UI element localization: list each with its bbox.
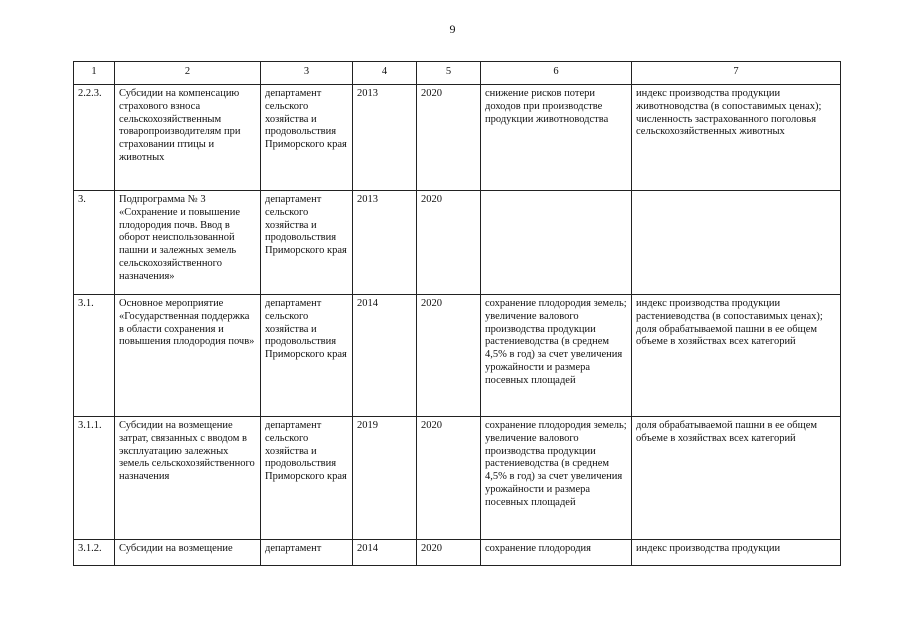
item-number: 3.1.	[74, 295, 115, 417]
item-start-year: 2013	[353, 191, 417, 295]
item-executor: департамент сельского хозяйства и продовольствия Приморского края	[261, 417, 353, 540]
program-table	[73, 61, 841, 566]
item-end-year: 2020	[417, 295, 481, 417]
item-indicator: индекс производства продукции животноводства (в сопоставимых ценах); численность застрахованного поголовья сельскохозяйственных животных	[632, 85, 841, 191]
item-indicator	[632, 191, 841, 295]
item-end-year: 2020	[417, 191, 481, 295]
item-name: Подпрограмма № 3 «Сохранение и повышение плодородия почв. Ввод в оборот неиспользованной пашни и залежных земель сельскохозяйственного назначения»	[115, 191, 261, 295]
header-row	[74, 62, 841, 85]
column-header: 6	[481, 62, 632, 85]
item-end-year: 2020	[417, 540, 481, 566]
item-executor: департамент сельского хозяйства и продовольствия Приморского края	[261, 295, 353, 417]
item-result: снижение рисков потери доходов при производстве продукции животноводства	[481, 85, 632, 191]
item-start-year: 2013	[353, 85, 417, 191]
item-indicator: индекс производства продукции	[632, 540, 841, 566]
table-row	[74, 295, 841, 417]
column-header: 3	[261, 62, 353, 85]
item-end-year: 2020	[417, 85, 481, 191]
column-header: 2	[115, 62, 261, 85]
item-start-year: 2014	[353, 295, 417, 417]
column-header: 4	[353, 62, 417, 85]
item-result: сохранение плодородия	[481, 540, 632, 566]
item-end-year: 2020	[417, 417, 481, 540]
item-indicator: индекс производства продукции растениеводства (в сопоставимых ценах); доля обрабатываемой пашни в ее общем объеме в хозяйствах всех категорий	[632, 295, 841, 417]
column-header: 7	[632, 62, 841, 85]
table-row	[74, 540, 841, 566]
column-header: 1	[74, 62, 115, 85]
item-executor: департамент сельского хозяйства и продовольствия Приморского края	[261, 85, 353, 191]
item-number: 3.1.2.	[74, 540, 115, 566]
item-number: 3.	[74, 191, 115, 295]
item-result	[481, 191, 632, 295]
item-name: Субсидии на возмещение	[115, 540, 261, 566]
item-executor: департамент сельского хозяйства и продовольствия Приморского края	[261, 191, 353, 295]
item-executor: департамент	[261, 540, 353, 566]
item-start-year: 2014	[353, 540, 417, 566]
item-number: 3.1.1.	[74, 417, 115, 540]
item-start-year: 2019	[353, 417, 417, 540]
item-name: Субсидии на возмещение затрат, связанных с вводом в эксплуатацию залежных земель сельскохозяйственного назначения	[115, 417, 261, 540]
table-row	[74, 191, 841, 295]
item-name: Основное мероприятие «Государственная поддержка в области сохранения и повышения плодородия почв»	[115, 295, 261, 417]
item-number: 2.2.3.	[74, 85, 115, 191]
table-row	[74, 417, 841, 540]
item-name: Субсидии на компенсацию страхового взноса сельскохозяйственным товаропроизводителям при страховании птицы и животных	[115, 85, 261, 191]
table-row	[74, 85, 841, 191]
item-indicator: доля обрабатываемой пашни в ее общем объеме в хозяйствах всех категорий	[632, 417, 841, 540]
column-header: 5	[417, 62, 481, 85]
page-number: 9	[449, 22, 456, 36]
item-result: сохранение плодородия земель; увеличение валового производства продукции растениеводства (в среднем 4,5% в год) за счет увеличения урожайности и размера посевных площадей	[481, 295, 632, 417]
item-result: сохранение плодородия земель; увеличение валового производства продукции растениеводства (в среднем 4,5% в год) за счет увеличения урожайности и размера посевных площадей	[481, 417, 632, 540]
